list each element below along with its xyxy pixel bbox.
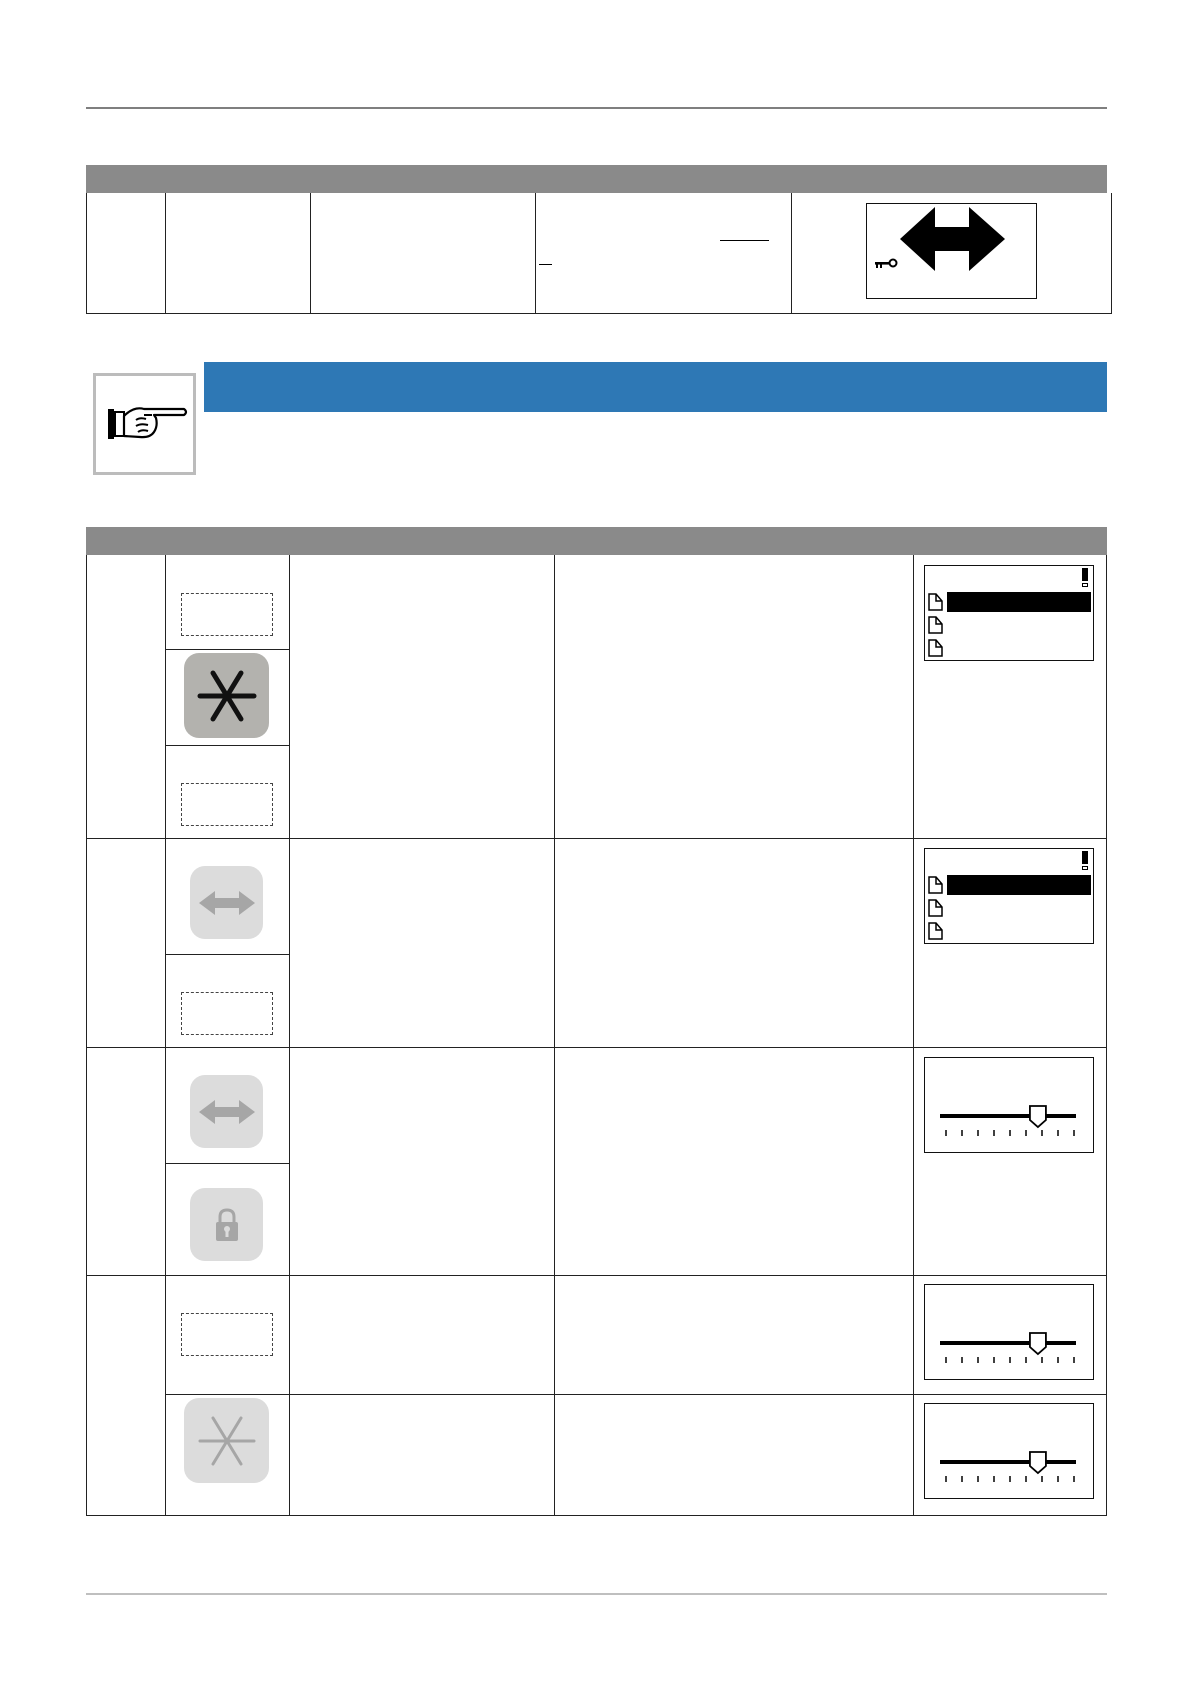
note-icon-box bbox=[93, 373, 196, 475]
slider-knob bbox=[1030, 1333, 1046, 1354]
footer-rule bbox=[86, 1593, 1107, 1595]
lock-key bbox=[190, 1188, 263, 1261]
pointing-hand-icon bbox=[96, 376, 193, 472]
double-arrow-icon bbox=[900, 207, 1005, 271]
menu-item bbox=[927, 615, 1091, 635]
document-icon bbox=[927, 615, 945, 635]
table1-header-bar bbox=[86, 165, 1107, 193]
slider-display bbox=[924, 1057, 1094, 1153]
header-rule bbox=[86, 107, 1107, 109]
empty-key bbox=[181, 593, 273, 636]
document-icon bbox=[927, 898, 945, 918]
slider-knob bbox=[1030, 1106, 1046, 1127]
document-icon bbox=[927, 592, 945, 612]
menu-item-selected bbox=[927, 592, 1091, 612]
double-arrow-icon bbox=[197, 888, 257, 918]
menu-display bbox=[924, 848, 1094, 944]
display-frame bbox=[866, 203, 1037, 299]
empty-key bbox=[181, 992, 273, 1035]
scroll-indicator bbox=[1082, 568, 1088, 587]
empty-key bbox=[181, 783, 273, 826]
lock-icon bbox=[212, 1207, 242, 1243]
menu-item-selected bbox=[927, 875, 1091, 895]
slider-knob bbox=[1030, 1452, 1046, 1473]
document-icon bbox=[927, 875, 945, 895]
asterisk-icon bbox=[197, 1411, 257, 1471]
asterisk-key bbox=[184, 1398, 269, 1483]
menu-item bbox=[927, 898, 1091, 918]
menu-item bbox=[927, 638, 1091, 658]
empty-key bbox=[181, 1313, 273, 1356]
note-title-bar bbox=[204, 362, 1107, 412]
double-arrow-icon bbox=[197, 1097, 257, 1127]
document-icon bbox=[927, 921, 945, 941]
asterisk-key bbox=[184, 653, 269, 738]
slider-display bbox=[924, 1403, 1094, 1499]
slider-display bbox=[924, 1284, 1094, 1380]
arrow-key bbox=[190, 866, 263, 939]
key-icon bbox=[875, 260, 897, 269]
arrow-key bbox=[190, 1075, 263, 1148]
scroll-indicator bbox=[1082, 851, 1088, 870]
menu-display bbox=[924, 565, 1094, 661]
document-icon bbox=[927, 638, 945, 658]
table2-header-bar bbox=[86, 527, 1107, 555]
menu-item bbox=[927, 921, 1091, 941]
asterisk-icon bbox=[197, 666, 257, 726]
